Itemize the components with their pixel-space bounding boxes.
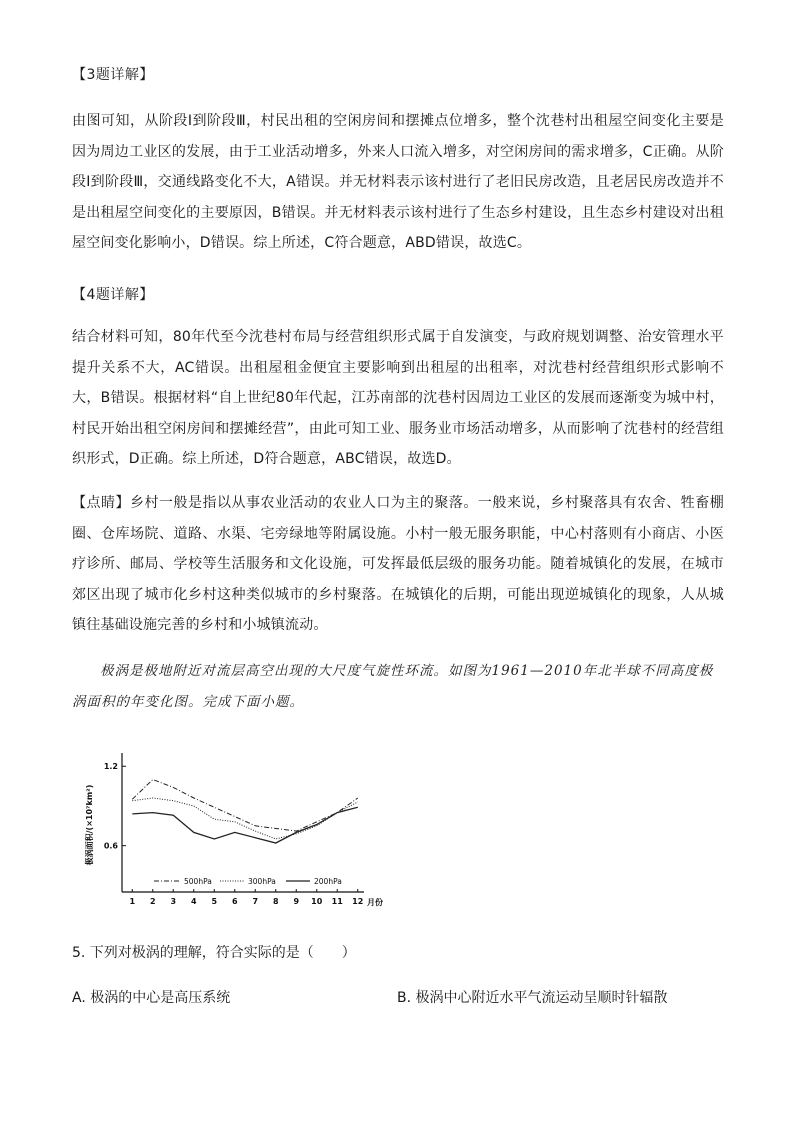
y-tick-label: 1.2	[103, 762, 118, 772]
series-line-500hpa	[132, 780, 357, 832]
x-tick-label: 12	[352, 897, 364, 906]
x-tick-label: 6	[231, 897, 238, 906]
x-tick-label: 8	[272, 897, 279, 906]
material-intro: 极涡是极地附近对流层高空出现的大尺度气旋性环流。如图为1961—2010年北半球不同高度极涡面积的年变化图。完成下面小题。	[72, 663, 714, 710]
q3-explanation: 由图可知，从阶段Ⅰ到阶段Ⅲ，村民出租的空闲房间和摆摊点位增多，整个沈巷村出租屋空间变化主要是因为周边工业区的发展，由于工业活动增多，外来人口流入增多，对空闲房间的需求增多，C正确。从阶段Ⅰ到阶段Ⅲ，交通线路变化不大，A错误。并无材料表示该村进行了老旧民房改造，且老居民房改造并不是出租屋空间变化的主要原因，B错误。并无材料表示该村进行了生态乡村建设，且生态乡村建设对出租屋空间变化影响小，D错误。综上所述，C符合题意，ABD错误，故选C。	[72, 113, 724, 251]
tip-paragraph: 【点睛】乡村一般是指以从事农业活动的农业人口为主的聚落。一般来说，乡村聚落具有农舍、牲畜棚圈、仓库场院、道路、水渠、宅旁绿地等附属设施。小村一般无服务职能，中心村落则有小商店、小医疗诊所、邮局、学校等生活服务和文化设施，可发挥最低层级的服务功能。随着城镇化的发展，在城市郊区出现了城市化乡村这种类似城市的乡村聚落。在城镇化的后期，可能出现逆城镇化的现象，人从城镇往基础设施完善的乡村和小城镇流动。	[72, 495, 724, 633]
x-tick-label: 9	[293, 897, 300, 906]
series-line-200hpa	[132, 807, 357, 843]
series-lines	[132, 780, 357, 844]
x-axis-label: 月份	[367, 898, 383, 907]
y-ticks	[104, 762, 126, 850]
x-tick-label: 4	[190, 897, 197, 906]
q3-heading: 【3题详解】	[72, 67, 154, 83]
q4-explanation: 结合材料可知，80年代至今沈巷村布局与经营组织形式属于自发演变，与政府规划调整、治安管理水平提升关系不大，AC错误。出租屋租金便宜主要影响到出租屋的出租率，对沈巷村经营组织形式影响不大，B错误。根据材料“自上世纪80年代起，江苏南部的沈巷村因周边工业区的发展而逐渐变为城中村，村民开始出租空闲房间和摆摊经营”，由此可知工业、服务业市场活动增多，从而影响了沈巷村的经营组织形式，D正确。综上所述，D符合题意，ABC错误，故选D。	[72, 329, 724, 467]
x-tick-label: 2	[149, 897, 156, 906]
legend-label-200hpa: 200hPa	[314, 877, 342, 886]
q4-heading: 【4题详解】	[72, 287, 154, 303]
x-tick-label: 1	[129, 897, 136, 906]
legend-label-500hpa: 500hPa	[184, 877, 212, 886]
legend	[154, 877, 342, 886]
polar-vortex-chart	[80, 750, 383, 915]
option-b: B. 极涡中心附近水平气流运动呈顺时针辐散	[397, 990, 668, 1006]
x-tick-label: 10	[311, 897, 323, 906]
question-5-stem: 5. 下列对极涡的理解，符合实际的是（ ）	[72, 945, 356, 961]
x-tick-label: 5	[211, 897, 218, 906]
legend-label-300hpa: 300hPa	[248, 877, 276, 886]
y-axis-label: 极涡面积/(×10⁷km²)	[85, 784, 94, 866]
x-tick-label: 7	[252, 897, 259, 906]
y-tick-label: 0.6	[103, 841, 118, 851]
option-a: A. 极涡的中心是高压系统	[72, 990, 231, 1006]
x-tick-label: 11	[331, 897, 343, 906]
x-tick-label: 3	[170, 897, 177, 906]
